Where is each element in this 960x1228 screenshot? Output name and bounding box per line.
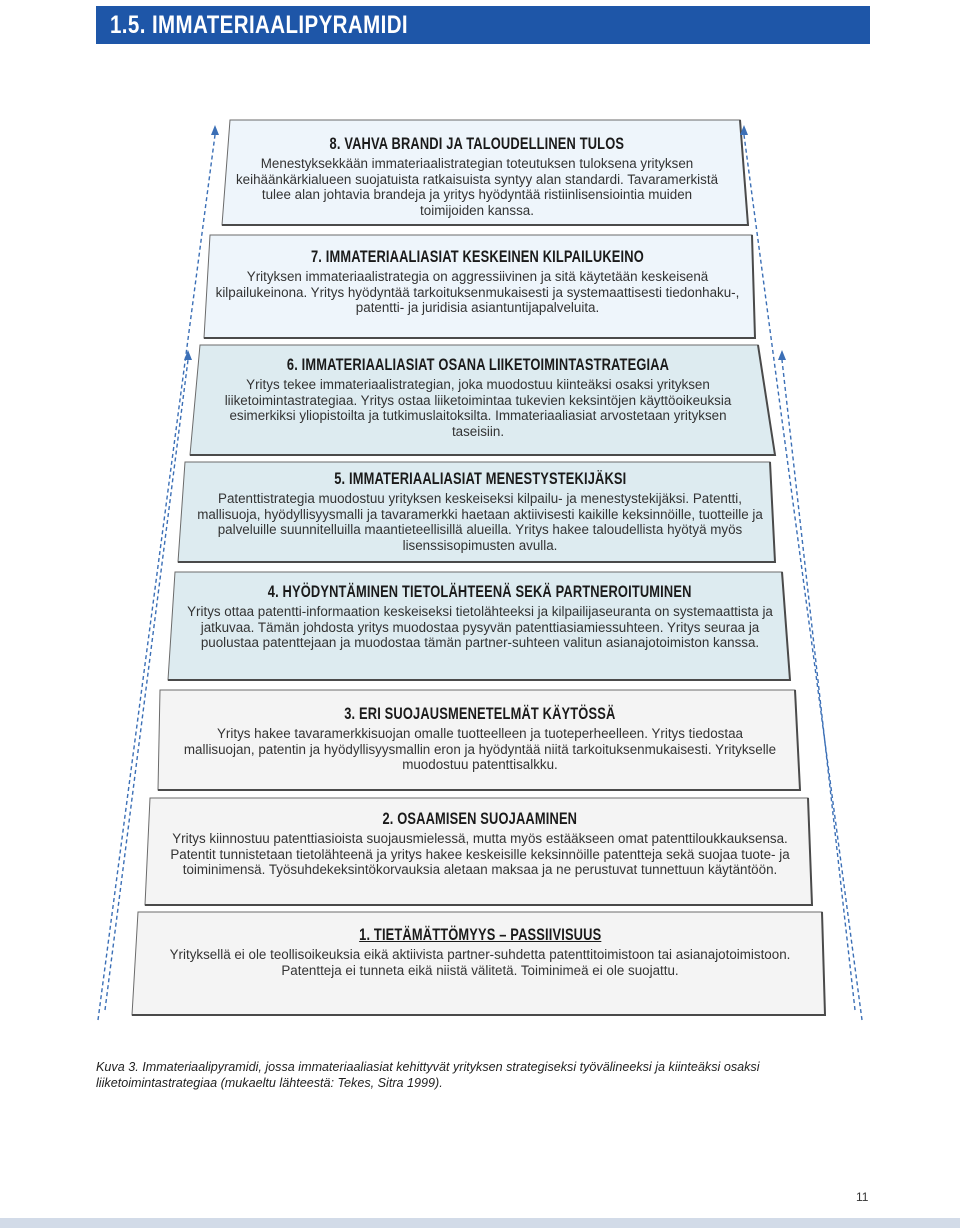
right-arrow-inner-head bbox=[778, 350, 786, 360]
level-5 bbox=[197, 470, 763, 553]
level-description: Yritys ottaa patentti-informaation keskeiseksi tietolähteeksi ja kilpailijaseuranta on systemaattista ja jatkuvaa. Tämän johdosta yritys muodostaa pysyvän patenttiasiamiessuhteen. Yritys seuraa ja puolustaa patenttejaan ja muodostaa tämän partner-suhteen valitun asianajotoimiston kanssa. bbox=[187, 604, 773, 650]
section-title: 1.5. IMMATERIAALIPYRAMIDI bbox=[110, 11, 409, 39]
level-title: 8. VAHVA BRANDI JA TALOUDELLINEN TULOS bbox=[329, 135, 625, 153]
level-description: Yritys kiinnostuu patenttiasioista suojausmielessä, mutta myös estääkseen omat patenttiloukkauksensa. Patentit tunnistetaan tietolähteenä ja yritys hakee keskeisille keksinnöille patentteja sekä suojaa tuote- ja toiminimensä. Työsuhdekeksintökorvauksia aletaan maksaa ja ne perustuvat tunnettuun käytäntöön. bbox=[170, 831, 790, 877]
level-description: Menestyksekkään immateriaalistrategian toteutuksen tuloksena yrityksen keihäänkärkialueen suojatuista ratkaisuista syntyy alan standardi. Tavaramerkistä tulee alan johtavia brandeja ja yritys hyödyntää ristiinlisensiointia muiden toimijoiden kanssa. bbox=[235, 156, 719, 218]
level-3 bbox=[180, 705, 780, 773]
level-description: Patenttistrategia muodostuu yrityksen keskeiseksi kilpailu- ja menestystekijäksi. Patentti, mallisuoja, hyödyllisyysmalli ja tavaramerkki haetaan aktiivisesti kaikille keksinnöille, tuotteille ja palveluille suunnitelluilla maantieteellisillä alueilla. Yritys hakee taloudellista hyötyä myös lisenssisopimusten avulla. bbox=[197, 491, 763, 553]
level-title: 3. ERI SUOJAUSMENETELMÄT KÄYTÖSSÄ bbox=[344, 705, 616, 723]
figure-caption: Kuva 3. Immateriaalipyramidi, jossa immateriaaliasiat kehittyvät yrityksen strategiseksi työvälineeksi ja kiinteäksi osaksi liiketoimintastrategiaa (mukaeltu lähteestä: Tekes, Sitra 1999). bbox=[96, 1060, 760, 1090]
level-title: 2. OSAAMISEN SUOJAAMINEN bbox=[382, 810, 578, 828]
level-title: 5. IMMATERIAALIASIAT MENESTYSTEKIJÄKSI bbox=[333, 470, 627, 488]
level-description: Yrityksellä ei ole teollisoikeuksia eikä aktiivista partner-suhdetta patenttitoimistoon tai asianajotoimistoon. Patentteja ei tunneta eikä niistä välitetä. Toiminimeä ei ole suojattu. bbox=[169, 947, 791, 978]
level-2 bbox=[165, 810, 795, 878]
level-4 bbox=[180, 583, 780, 651]
level-1 bbox=[160, 926, 800, 978]
page-number: 11 bbox=[856, 1190, 869, 1204]
level-7 bbox=[210, 248, 745, 316]
level-description: Yrityksen immateriaalistrategia on aggressiivinen ja sitä käytetään keskeisenä kilpailukeinona. Yritys hyödyntää tarkoituksenmukaisesti ja systemaattisesti tiedonhaku-, patentti- ja juridisia asiantuntijapalveluita. bbox=[215, 269, 740, 315]
level-title: 7. IMMATERIAALIASIAT KESKEINEN KILPAILUKEINO bbox=[311, 248, 644, 266]
level-6 bbox=[204, 356, 752, 439]
footer-bar bbox=[0, 1218, 960, 1228]
level-title: 6. IMMATERIAALIASIAT OSANA LIIKETOIMINTASTRATEGIAA bbox=[286, 356, 670, 374]
left-arrow-inner-head bbox=[184, 350, 192, 360]
level-title: 4. HYÖDYNTÄMINEN TIETOLÄHTEENÄ SEKÄ PARTNEROITUMINEN bbox=[268, 583, 692, 601]
level-description: Yritys tekee immateriaalistrategian, joka muodostuu kiinteäksi osaksi yrityksen liiketoimintastrategiaa. Yritys ostaa liiketoimintaa tukevien keksintöjen käyttöoikeuksia esimerkiksi yliopistoilta ja tutkimuslaitoksilta. Immateriaaliasiat arvostetaan yrityksen taseisiin. bbox=[224, 377, 732, 439]
level-8 bbox=[232, 135, 722, 218]
level-title: 1. TIETÄMÄTTÖMYYS – PASSIIVISUUS bbox=[358, 926, 602, 944]
left-arrow-outer-head bbox=[211, 125, 219, 135]
level-description: Yritys hakee tavaramerkkisuojan omalle tuotteelleen ja tuoteperheelleen. Yritys tiedostaa mallisuojan, patentin ja hyödyllisyysmallin eron ja hyödyntää niitä tarkoituksenmukaisesti. Yritykselle muodostuu patenttisalkku. bbox=[183, 726, 777, 772]
